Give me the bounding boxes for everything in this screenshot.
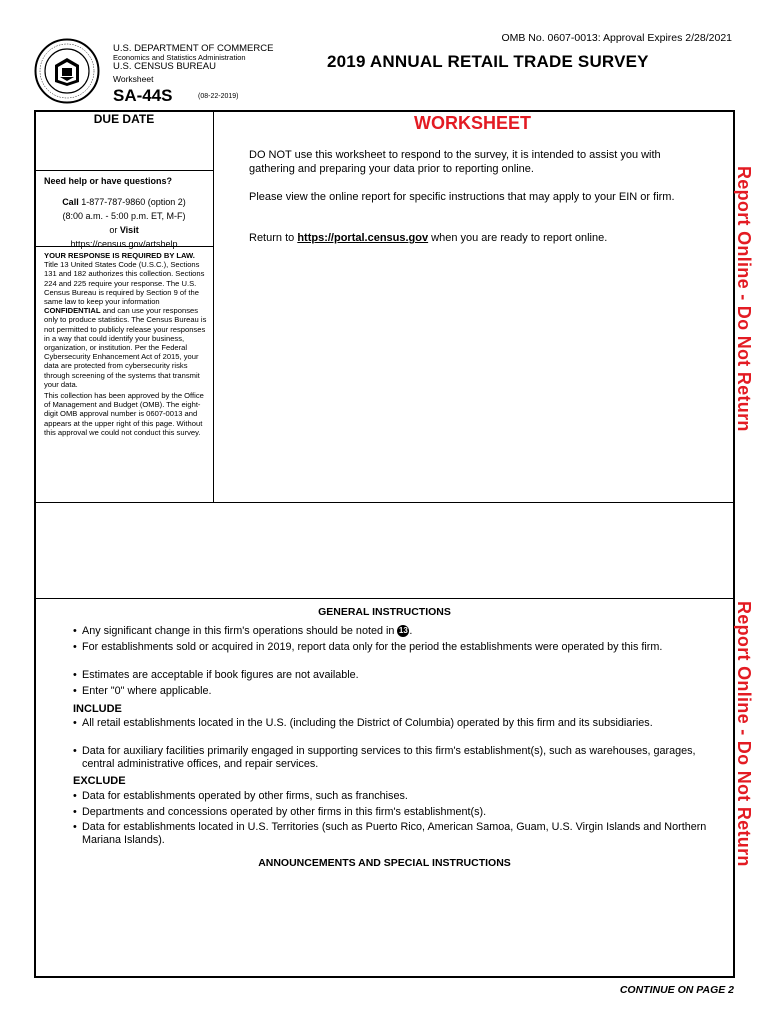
omb-approval-notice: This collection has been approved by the Office of Management and Budget (OMB). The eight-digit OMB approval number is 0607-0013 and appears at the upper right of this page. Without this approval we could not conduct this survey. (44, 391, 204, 437)
visit-label: Visit (119, 225, 139, 235)
list-item (73, 806, 713, 819)
worksheet-paragraph: DO NOT use this worksheet to respond to the survey, it is intended to assist you with gathering and preparing your data prior to reporting online. (249, 149, 661, 175)
bullet: • (73, 669, 77, 681)
worksheet-paragraph (249, 231, 689, 245)
bullet-text: All retail establishments located in the U.S. (including the District of Columbia) operated by this firm and its subsidiaries. (82, 717, 653, 729)
portal-link[interactable]: https://portal.census.gov (297, 232, 429, 244)
bullet-text: . (409, 625, 413, 637)
bullet-text: For establishments sold or acquired in 2019, report data only for the period the establishments were operated by this firm. (82, 641, 663, 653)
legal-notice (44, 251, 210, 439)
list-item (73, 745, 713, 770)
bullet-text: Data for establishments operated by other firms, such as franchises. (82, 790, 408, 802)
bullet: • (73, 821, 77, 833)
bullet-text: Any significant change in this firm's operations should be noted in (82, 625, 398, 637)
list-item (73, 641, 713, 654)
due-date-label: DUE DATE (93, 112, 155, 126)
administration-name: Economics and Statistics Administration (113, 52, 246, 62)
divider (34, 502, 735, 503)
announcements-title: ANNOUNCEMENTS AND SPECIAL INSTRUCTIONS (258, 857, 511, 869)
bullet: • (73, 641, 77, 653)
worksheet-paragraph: Please view the online report for specific instructions that may apply to your EIN or firm. (249, 191, 675, 203)
department-of-commerce-seal-icon (34, 38, 100, 104)
continue-footer: CONTINUE ON PAGE 2 (619, 984, 734, 996)
bullet: • (73, 685, 77, 697)
agency-block (113, 44, 273, 84)
worksheet-title: WORKSHEET (414, 113, 531, 133)
help-contact (34, 195, 214, 251)
bullet: • (73, 790, 77, 802)
legal-text: and can use your responses only to produce statistics. The Census Bureau is not permitted to publicly release your responses in a way that could identify your business, organization, or institution. Per the Federal Cybersecurity Enhancement Act of 2015, your data are protected from cybersecurity risks through screening of the systems that transmit your data. (44, 306, 207, 389)
legal-confidential: CONFIDENTIAL (44, 306, 101, 316)
list-item (73, 821, 713, 846)
exclude-label: EXCLUDE (73, 775, 126, 787)
worksheet-label: Worksheet (113, 73, 154, 84)
bullet-text: Data for auxiliary facilities primarily engaged in supporting services to this firm's establishment(s), such as warehouses, garages, central administrative offices, and repair services. (82, 745, 696, 770)
call-label: Call (62, 197, 79, 207)
divider (34, 598, 735, 599)
list-item (73, 685, 713, 698)
return-text: when you are ready to report online. (428, 232, 608, 244)
survey-title: 2019 ANNUAL RETAIL TRADE SURVEY (327, 52, 649, 71)
help-url-link[interactable]: https://census.gov/artshelp (70, 239, 178, 249)
list-item (73, 790, 713, 803)
bullet-text: Enter "0" where applicable. (82, 685, 212, 697)
or-text: or (109, 225, 118, 235)
side-banner: Report Online - Do Not Return (734, 601, 754, 867)
include-label: INCLUDE (73, 703, 122, 715)
general-instructions-title: GENERAL INSTRUCTIONS (318, 606, 451, 618)
divider (34, 170, 214, 171)
bullet-text: Estimates are acceptable if book figures are not available. (82, 669, 359, 681)
form-id: SA-44S (113, 86, 173, 105)
bureau-name: U.S. CENSUS BUREAU (113, 60, 216, 72)
phone-number[interactable]: 1-877-787-9860 (option 2) (81, 197, 186, 207)
bullet: • (73, 625, 77, 637)
help-hours: (8:00 a.m. - 5:00 p.m. ET, M-F) (62, 211, 186, 221)
legal-required: YOUR RESPONSE IS REQUIRED BY LAW. (44, 251, 195, 260)
department-name: U.S. DEPARTMENT OF COMMERCE (113, 43, 274, 54)
item-number-badge: 13 (398, 626, 408, 636)
bullet: • (73, 806, 77, 818)
bullet-text: Departments and concessions operated by other firms in this firm's establishment(s). (82, 806, 487, 818)
list-item (73, 625, 713, 638)
list-item (73, 717, 713, 730)
return-text: Return to (249, 232, 298, 244)
list-item (73, 669, 713, 682)
legal-text: Title 13 United States Code (U.S.C.), Sections 131 and 182 authorizes this collection. Sections 224 and 225 require your response. The U.S. Census Bureau is required by Section 9 of the same law to keep your information (44, 260, 205, 307)
side-banner: Report Online - Do Not Return (734, 166, 754, 432)
bullet-text: Data for establishments located in U.S. Territories (such as Puerto Rico, American Samoa, Guam, U.S. Virgin Islands and Northern Mariana Islands). (82, 821, 707, 846)
help-title: Need help or have questions? (44, 176, 173, 186)
omb-approval: OMB No. 0607-0013: Approval Expires 2/28/2021 (501, 32, 732, 44)
bullet: • (73, 717, 77, 729)
form-date: (08-22-2019) (198, 93, 239, 100)
divider (34, 246, 214, 247)
bullet: • (73, 745, 77, 757)
